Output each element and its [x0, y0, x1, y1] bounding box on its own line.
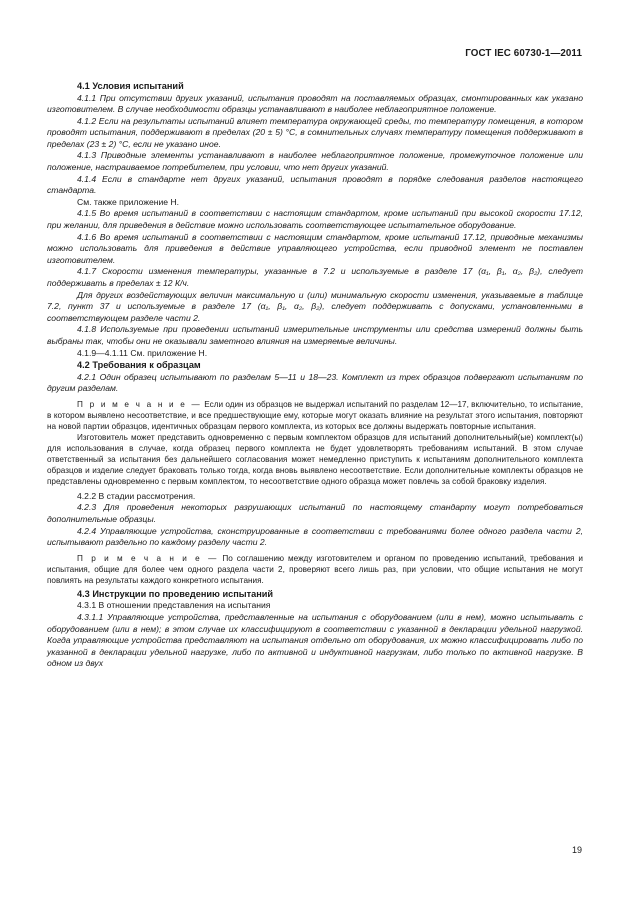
section-4-2-heading: 4.2 Требования к образцам [77, 360, 201, 371]
document-body [47, 80, 583, 670]
standard-header: ГОСТ IEC 60730-1—2011 [465, 48, 582, 59]
note-1 [47, 399, 583, 432]
section-4-3-heading: 4.3 Инструкции по проведению испытаний [77, 588, 274, 599]
note-1-continuation: Изготовитель может представить одновременно с первым комплектом образцов для испытаний дополнительный(ые) комплект(ы) для использования в случае, когда образец первого комплекта не будет удовлетворять требованиям испытаний. В этом случае ответственный за испытания без дальнейшего согласования может немедленно приступить к испытаниям дополнительного комплекта образцов и изделие следует браковать только тогда, когда вновь выявлено несоответствие. Если дополнительные комплекты образцов не представлены одновременно с первым комплектом, то несоответствие одного образца может повлечь за собой браковку изделия. [47, 432, 583, 486]
paragraph-4-1-7-cont: Для других воздействующих величин максимальную и (или) минимальную скорости изменения, указываемые в таблице 7.2, пункт 37 и используемые в разделе 17 (α₁, β₁, α₂, β₂), следует поддерживать с допусками, установленными в соответствующем разделе части 2. [47, 289, 583, 323]
paragraph-4-3-1: 4.3.1 В отношении представления на испытания [77, 600, 271, 611]
paragraph-4-2-3: 4.2.3 Для проведения некоторых разрушающих испытаний по настоящему стандарту могут потребоваться дополнительные образцы. [47, 502, 583, 525]
note-2 [47, 553, 583, 586]
paragraph-4-1-1: 4.1.1 При отсутствии других указаний, испытания проводят на поставляемых образцах, смонтированных как указано изготовителем. В случае необходимости образцы устанавливают в наиболее неблагоприятное положение. [47, 92, 583, 115]
paragraph-4-1-4-ref: См. также приложение Н. [77, 196, 180, 207]
paragraph-4-1-4: 4.1.4 Если в стандарте нет других указаний, испытания проводят в порядке следования разделов настоящего стандарта. [47, 173, 583, 196]
page-number: 19 [571, 845, 582, 855]
note-1-label: П р и м е ч а н и е — [77, 399, 202, 409]
paragraph-4-1-6: 4.1.6 Во время испытаний в соответствии с настоящим стандартом, кроме испытаний 17.12, приводные механизмы можно использовать для приведения в действие управляющего устройства, если приводной элемент не поставлен изготовителем. [47, 231, 583, 265]
paragraph-4-2-4: 4.2.4 Управляющие устройства, сконструированные в соответствии с требованиями более одного раздела части 2, испытывают раздельно по каждому разделу части 2. [47, 525, 583, 548]
paragraph-4-1-5: 4.1.5 Во время испытаний в соответствии с настоящим стандартом, кроме испытаний при высокой скорости 17.12, при желании, для приведения в действие можно использовать соответствующее испытательное оборудование. [47, 208, 583, 231]
paragraph-4-1-3: 4.1.3 Приводные элементы устанавливают в наиболее неблагоприятное положение, промежуточное положение или положение, настраиваемое потребителем, при условии, что нет других указаний. [47, 150, 583, 173]
note-2-text: По соглашению между изготовителем и органом по проведению испытаний, требования и испытания, общие для более чем одного раздела части 2, проверяют всего лишь раз, при условии, что общие испытания не могут повлиять на результаты каждого конкретного испытания. [47, 553, 584, 585]
note-1-text: Если один из образцов не выдержал испытаний по разделам 12—17, включительно, то испытание, в котором выявлено несоответствие, и все предшествующие ему, которые могут оказать влияние на результат этого испытания, повторяют на новой партии образцов, идентичных образцам первого комплекта, из которых все должны выдержать повторные испытания. [47, 399, 583, 431]
paragraph-4-3-1-1: 4.3.1.1 Управляющие устройства, представленные на испытания с оборудованием (или в нем), можно испытывать с оборудованием (или в нем); в этом случае их классифицируют в соответствии с указанной в декларации удельной нагрузкой. Когда управляющие устройства представляют на испытания отдельно от оборудования, их можно классифицировать либо по указанной в декларации удельной нагрузке, либо по активной и индуктивной нагрузкам, либо только по активной нагрузке. В одном из двух [47, 611, 583, 669]
paragraph-4-1-7: 4.1.7 Скорости изменения температуры, указанные в 7.2 и используемые в разделе 17 (α₁, β₁, α₂, β₂), следует поддерживать в пределах ± 12 К/ч. [47, 266, 583, 288]
paragraph-4-2-1: 4.2.1 Один образец испытывают по разделам 5—11 и 18—23. Комплект из трех образцов подвергают испытаниям по другим разделам. [47, 371, 583, 394]
paragraph-4-1-8: 4.1.8 Используемые при проведении испытаний измерительные инструменты или средства измерений должны быть выбраны так, чтобы они не оказывали заметного влияния на измеряемые величины. [47, 324, 583, 346]
paragraph-4-1-2: 4.1.2 Если на результаты испытаний влияет температура окружающей среды, то температуру помещения, в котором проводят испытания, поддерживают в пределах (20 ± 5) °С, в сомнительных случаях температуру помещения поддерживают в пределах (23 ± 2) °С, если не указано иное. [47, 115, 583, 149]
note-2-label: П р и м е ч а н и е — [77, 553, 219, 563]
paragraph-4-2-2: 4.2.2 В стадии рассмотрения. [77, 490, 196, 501]
paragraph-4-1-9: 4.1.9—4.1.11 См. приложение Н. [77, 347, 208, 358]
section-4-1-heading: 4.1 Условия испытаний [77, 81, 184, 91]
